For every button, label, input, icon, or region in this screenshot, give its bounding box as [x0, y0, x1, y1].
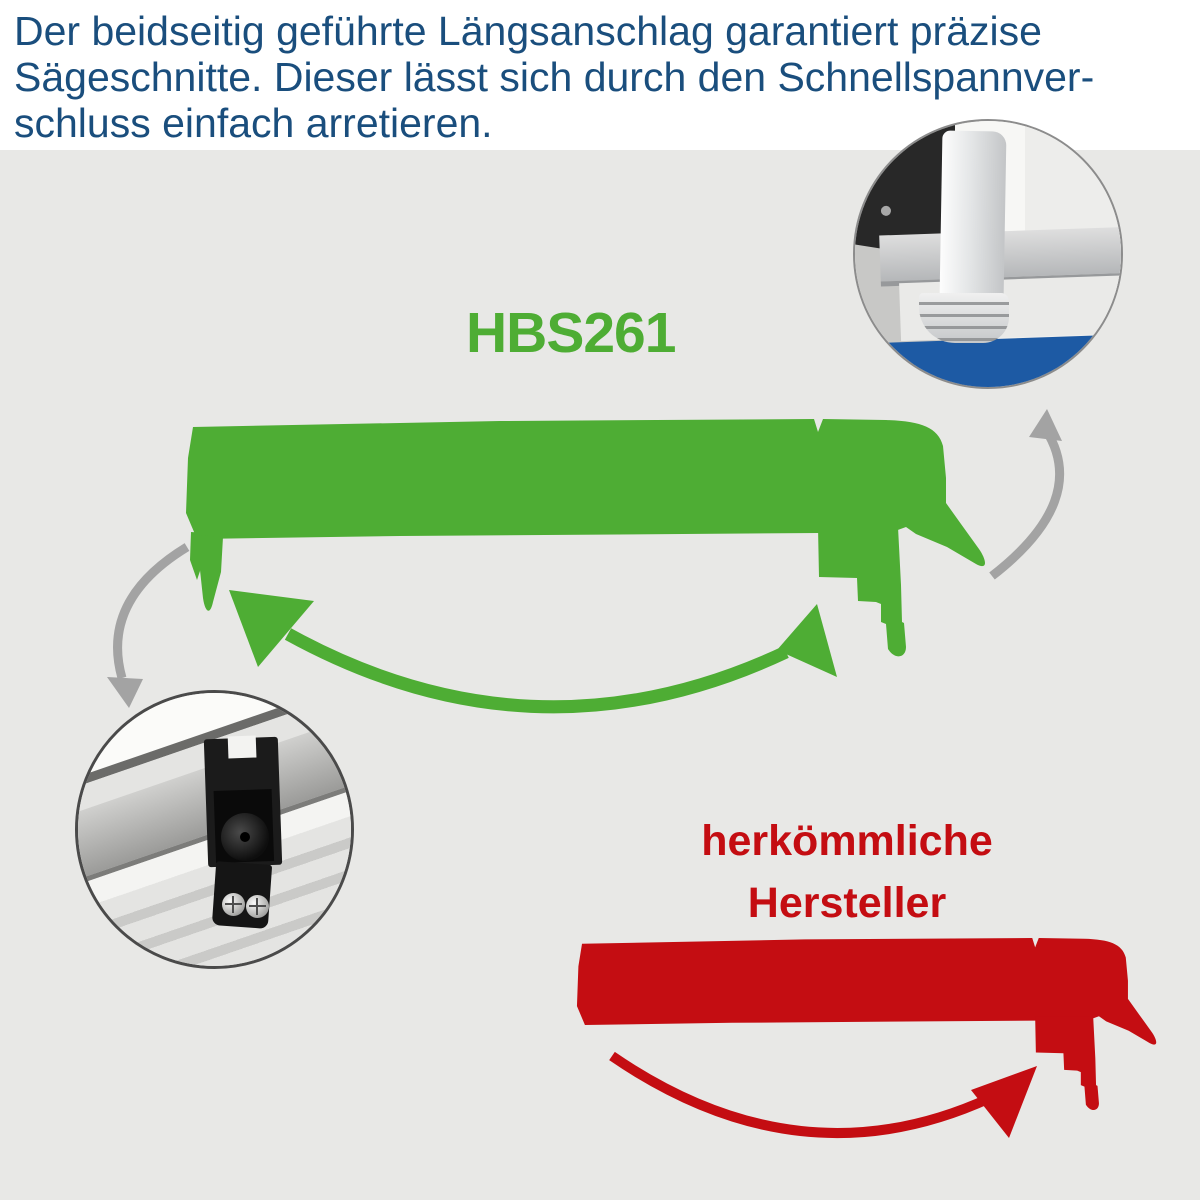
header-line-1: Der beidseitig geführte Längsanschlag garantiert präzise [14, 8, 1042, 54]
product-swing-arc [288, 634, 786, 707]
product-arrowhead-left-icon [229, 590, 314, 667]
inset-photo-rail-clamp [75, 690, 354, 969]
header-line-3: schluss einfach arretieren. [14, 100, 493, 146]
competitor-arrowhead-icon [971, 1066, 1037, 1138]
callout-arrow-to-right-inset [992, 430, 1060, 576]
competitor-label-line-1: herkömmliche [701, 817, 993, 865]
callout-arrow-to-left-inset [118, 547, 187, 678]
photo-yellow-detail [853, 149, 867, 187]
product-label: HBS261 [466, 301, 676, 365]
photo-knob-center [240, 832, 250, 842]
product-fence-silhouette [186, 419, 985, 656]
photo-screw-left [222, 893, 245, 916]
photo-clamp-lever [940, 130, 1007, 301]
photo-clamp-knob [221, 813, 269, 861]
competitor-label-line-2: Hersteller [747, 879, 947, 927]
photo-screw-dot [880, 205, 891, 216]
competitor-label [647, 810, 1047, 934]
photo-clamp-lever-hook [919, 293, 1009, 343]
photo-clamp-bracket [212, 861, 272, 929]
inset-photo-quick-release-clamp [853, 119, 1123, 389]
header-line-2: Sägeschnitte. Dieser lässt sich durch den Schnellspannver- [14, 54, 1095, 100]
callout-arrowhead-right-icon [1029, 409, 1062, 441]
product-arrowhead-right-icon [777, 604, 837, 677]
competitor-swing-arc [612, 1056, 990, 1133]
photo-screw-right [246, 895, 269, 918]
photo-clamp-notch [228, 736, 257, 759]
